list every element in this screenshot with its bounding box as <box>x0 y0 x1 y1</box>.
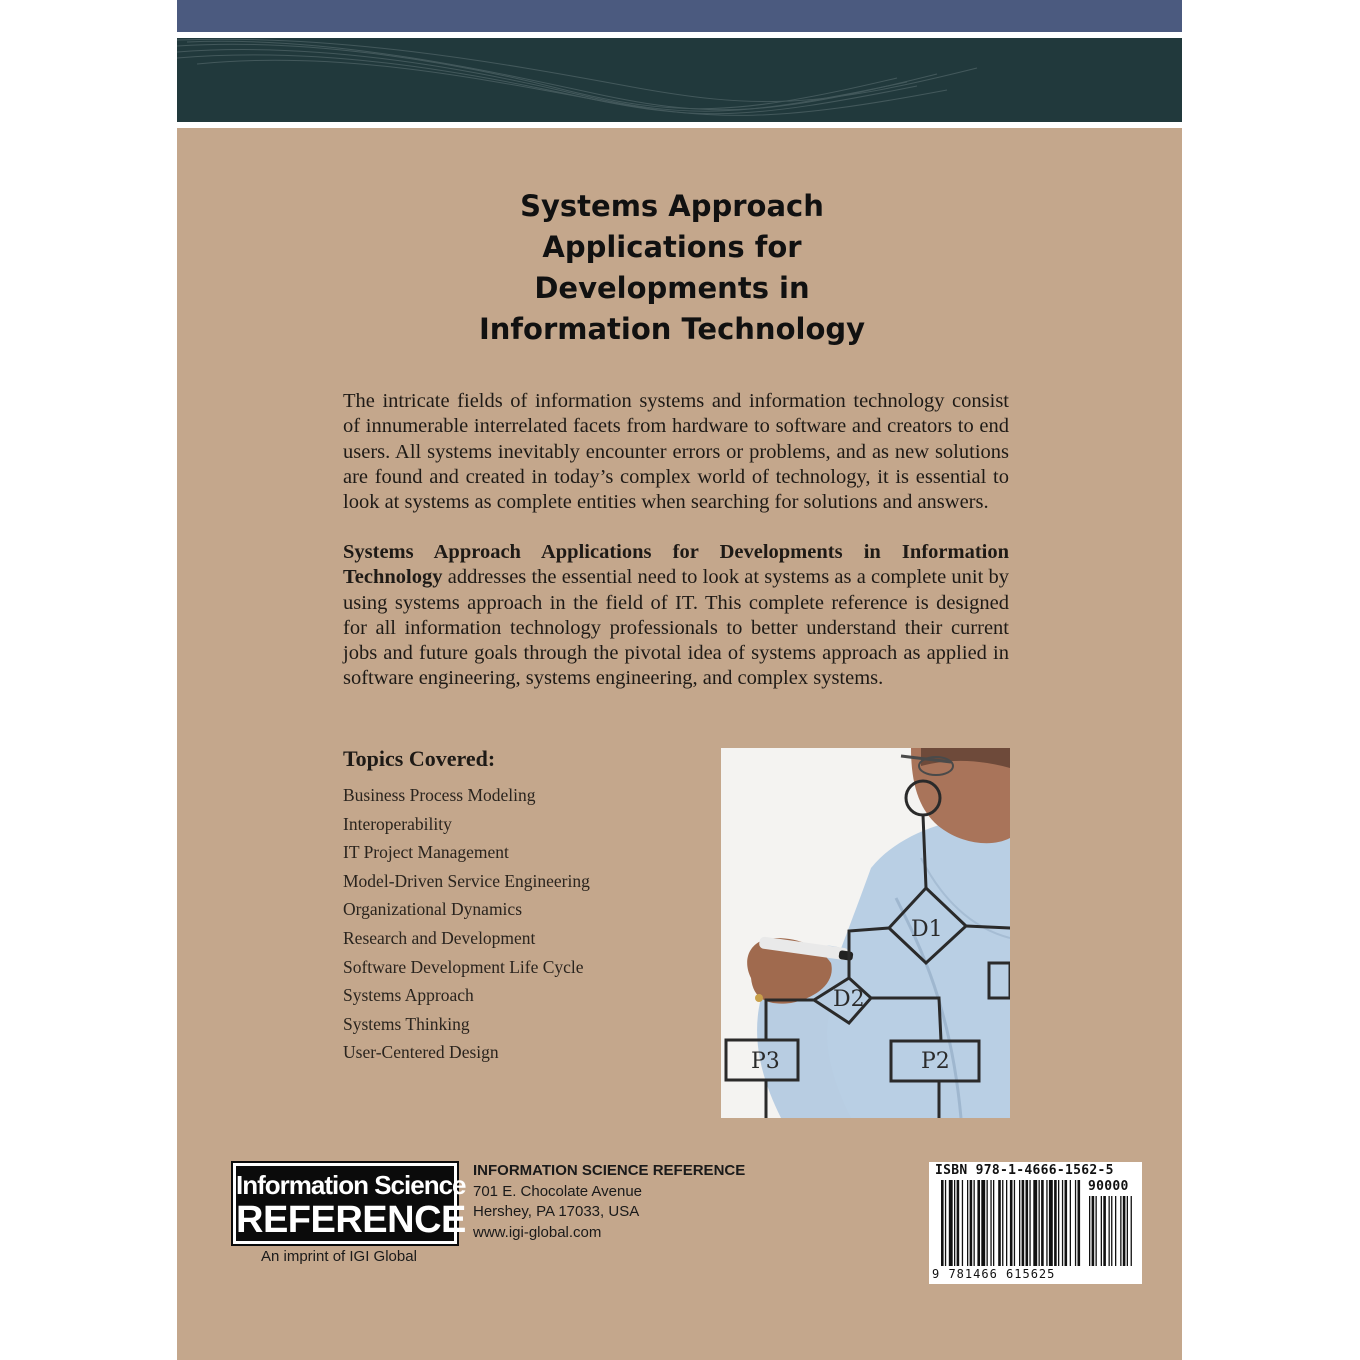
title-line: Developments in <box>534 271 810 305</box>
description-paragraph-2 <box>343 540 1009 692</box>
price-code: 90000 <box>1088 1179 1129 1194</box>
publisher-name: INFORMATION SCIENCE REFERENCE <box>473 1162 746 1179</box>
wave-lines-decoration <box>177 38 1182 122</box>
barcode-bar <box>962 1180 963 1266</box>
barcode-bar <box>967 1180 968 1266</box>
ean-number: 9 781466 615625 <box>932 1267 1056 1281</box>
topic-item: Research and Development <box>343 927 536 948</box>
barcode-bar <box>1019 1180 1020 1266</box>
barcode-bar <box>1062 1180 1063 1266</box>
flowchart-label: D2 <box>833 987 865 1012</box>
barcode-bar <box>1026 1180 1029 1266</box>
barcode-bar <box>974 1180 975 1266</box>
barcode-bar <box>941 1180 944 1266</box>
top-blue-band <box>177 0 1182 32</box>
book-back-cover <box>177 0 1182 1360</box>
topic-item: Systems Approach <box>343 985 474 1006</box>
barcode-bar <box>1089 1196 1090 1266</box>
publisher-website: www.igi-global.com <box>473 1223 602 1241</box>
band-divider <box>177 122 1182 128</box>
barcode-bar <box>1065 1180 1068 1266</box>
title-line: Systems Approach <box>520 189 824 223</box>
description-paragraph-2-text: addresses the essential need to look at systems as a complete unit by using systems approach in the field of IT. This complete reference is designed for all information technology professionals to better understand their current jobs and future goals through the pivotal idea of systems approach as applied in software engineering, systems engineering, and complex systems. <box>343 566 1009 690</box>
topics-heading: Topics Covered: <box>343 746 496 771</box>
book-title-inline: Systems Approach Applications for Developments in Information Technology <box>343 541 1009 589</box>
barcode-bar <box>993 1180 994 1266</box>
barcode-bar <box>990 1180 991 1266</box>
barcode-bar <box>977 1180 980 1266</box>
barcode-bar <box>954 1180 955 1266</box>
barcode-bar <box>1101 1196 1102 1266</box>
barcode-bar <box>1006 1180 1007 1266</box>
barcode-bar <box>970 1180 973 1266</box>
barcode-bar <box>1092 1196 1095 1266</box>
dark-teal-band <box>177 38 1182 122</box>
flowchart-label: D1 <box>911 917 943 942</box>
description-paragraph-1: The intricate fields of information systems and information technology consist of innumerable interrelated facets from hardware to software and creators to end users. All systems inevitably encounter errors or problems, and as new solutions are found and created in today’s complex world of technology, it is essential to look at systems as complete entities when searching for solutions and answers. <box>343 390 1009 514</box>
topic-item: Organizational Dynamics <box>343 899 522 920</box>
barcode-bar <box>981 1180 985 1266</box>
barcode-bar <box>1096 1196 1097 1266</box>
publisher-address <box>473 1161 745 1243</box>
title-line: Applications for <box>542 230 802 264</box>
barcode-bar <box>1078 1180 1081 1266</box>
flowchart-label: P3 <box>751 1049 780 1074</box>
barcode-bar <box>1014 1180 1015 1266</box>
book-title <box>377 186 967 350</box>
barcode-bar <box>1070 1180 1071 1266</box>
barcode-bar <box>1054 1180 1057 1266</box>
barcode-bar <box>1010 1180 1013 1266</box>
barcode-bar <box>1033 1180 1037 1266</box>
barcode-bar <box>1039 1180 1040 1266</box>
topic-item: Business Process Modeling <box>343 785 536 805</box>
topic-item: Interoperability <box>343 813 452 834</box>
barcode-bar <box>1115 1196 1116 1266</box>
cover-photo-man-drawing-flowchart <box>721 748 1010 1118</box>
flowchart-illustration <box>721 748 1010 1118</box>
barcode-bar <box>1075 1180 1076 1266</box>
topics-list <box>343 781 590 1067</box>
isbn-number: ISBN 978-1-4666-1562-5 <box>935 1163 1114 1178</box>
barcode-bar <box>1049 1180 1053 1266</box>
imprint-text: An imprint of IGI Global <box>261 1248 417 1265</box>
title-line: Information Technology <box>478 312 866 346</box>
barcode-bars <box>929 1162 1142 1284</box>
barcode-bar <box>1120 1196 1121 1266</box>
information-science-reference-logo <box>233 1163 466 1244</box>
barcode-bar <box>1022 1180 1025 1266</box>
publisher-street: 701 E. Chocolate Avenue <box>473 1182 643 1200</box>
barcode-bar <box>1127 1196 1128 1266</box>
topic-item: Software Development Life Cycle <box>343 956 584 977</box>
topic-item: IT Project Management <box>343 842 509 863</box>
logo-text-line2: REFERENCE <box>236 1199 466 1241</box>
logo-text-line1: Information Science <box>236 1170 466 1200</box>
topic-item: Model-Driven Service Engineering <box>343 870 590 891</box>
barcode-bar <box>1041 1180 1044 1266</box>
barcode-bar <box>1046 1180 1047 1266</box>
barcode-bar <box>1131 1196 1132 1266</box>
publisher-city: Hershey, PA 17033, USA <box>473 1203 640 1220</box>
barcode-bar <box>1103 1196 1106 1266</box>
barcode-bar <box>1029 1180 1030 1266</box>
barcode-bar <box>1058 1180 1059 1266</box>
topic-item: User-Centered Design <box>343 1042 499 1063</box>
barcode-bar <box>998 1180 1001 1266</box>
barcode-bar <box>1002 1180 1003 1266</box>
barcode-bar <box>1111 1196 1112 1266</box>
isbn-barcode <box>929 1162 1142 1284</box>
flowchart-label: P2 <box>921 1049 950 1074</box>
barcode-bar <box>949 1180 953 1266</box>
topic-item: Systems Thinking <box>343 1013 470 1034</box>
barcode-bar <box>957 1180 960 1266</box>
barcode-bar <box>1109 1196 1110 1266</box>
barcode-bar <box>987 1180 988 1266</box>
barcode-bar <box>1123 1196 1126 1266</box>
barcode-bar <box>945 1180 946 1266</box>
